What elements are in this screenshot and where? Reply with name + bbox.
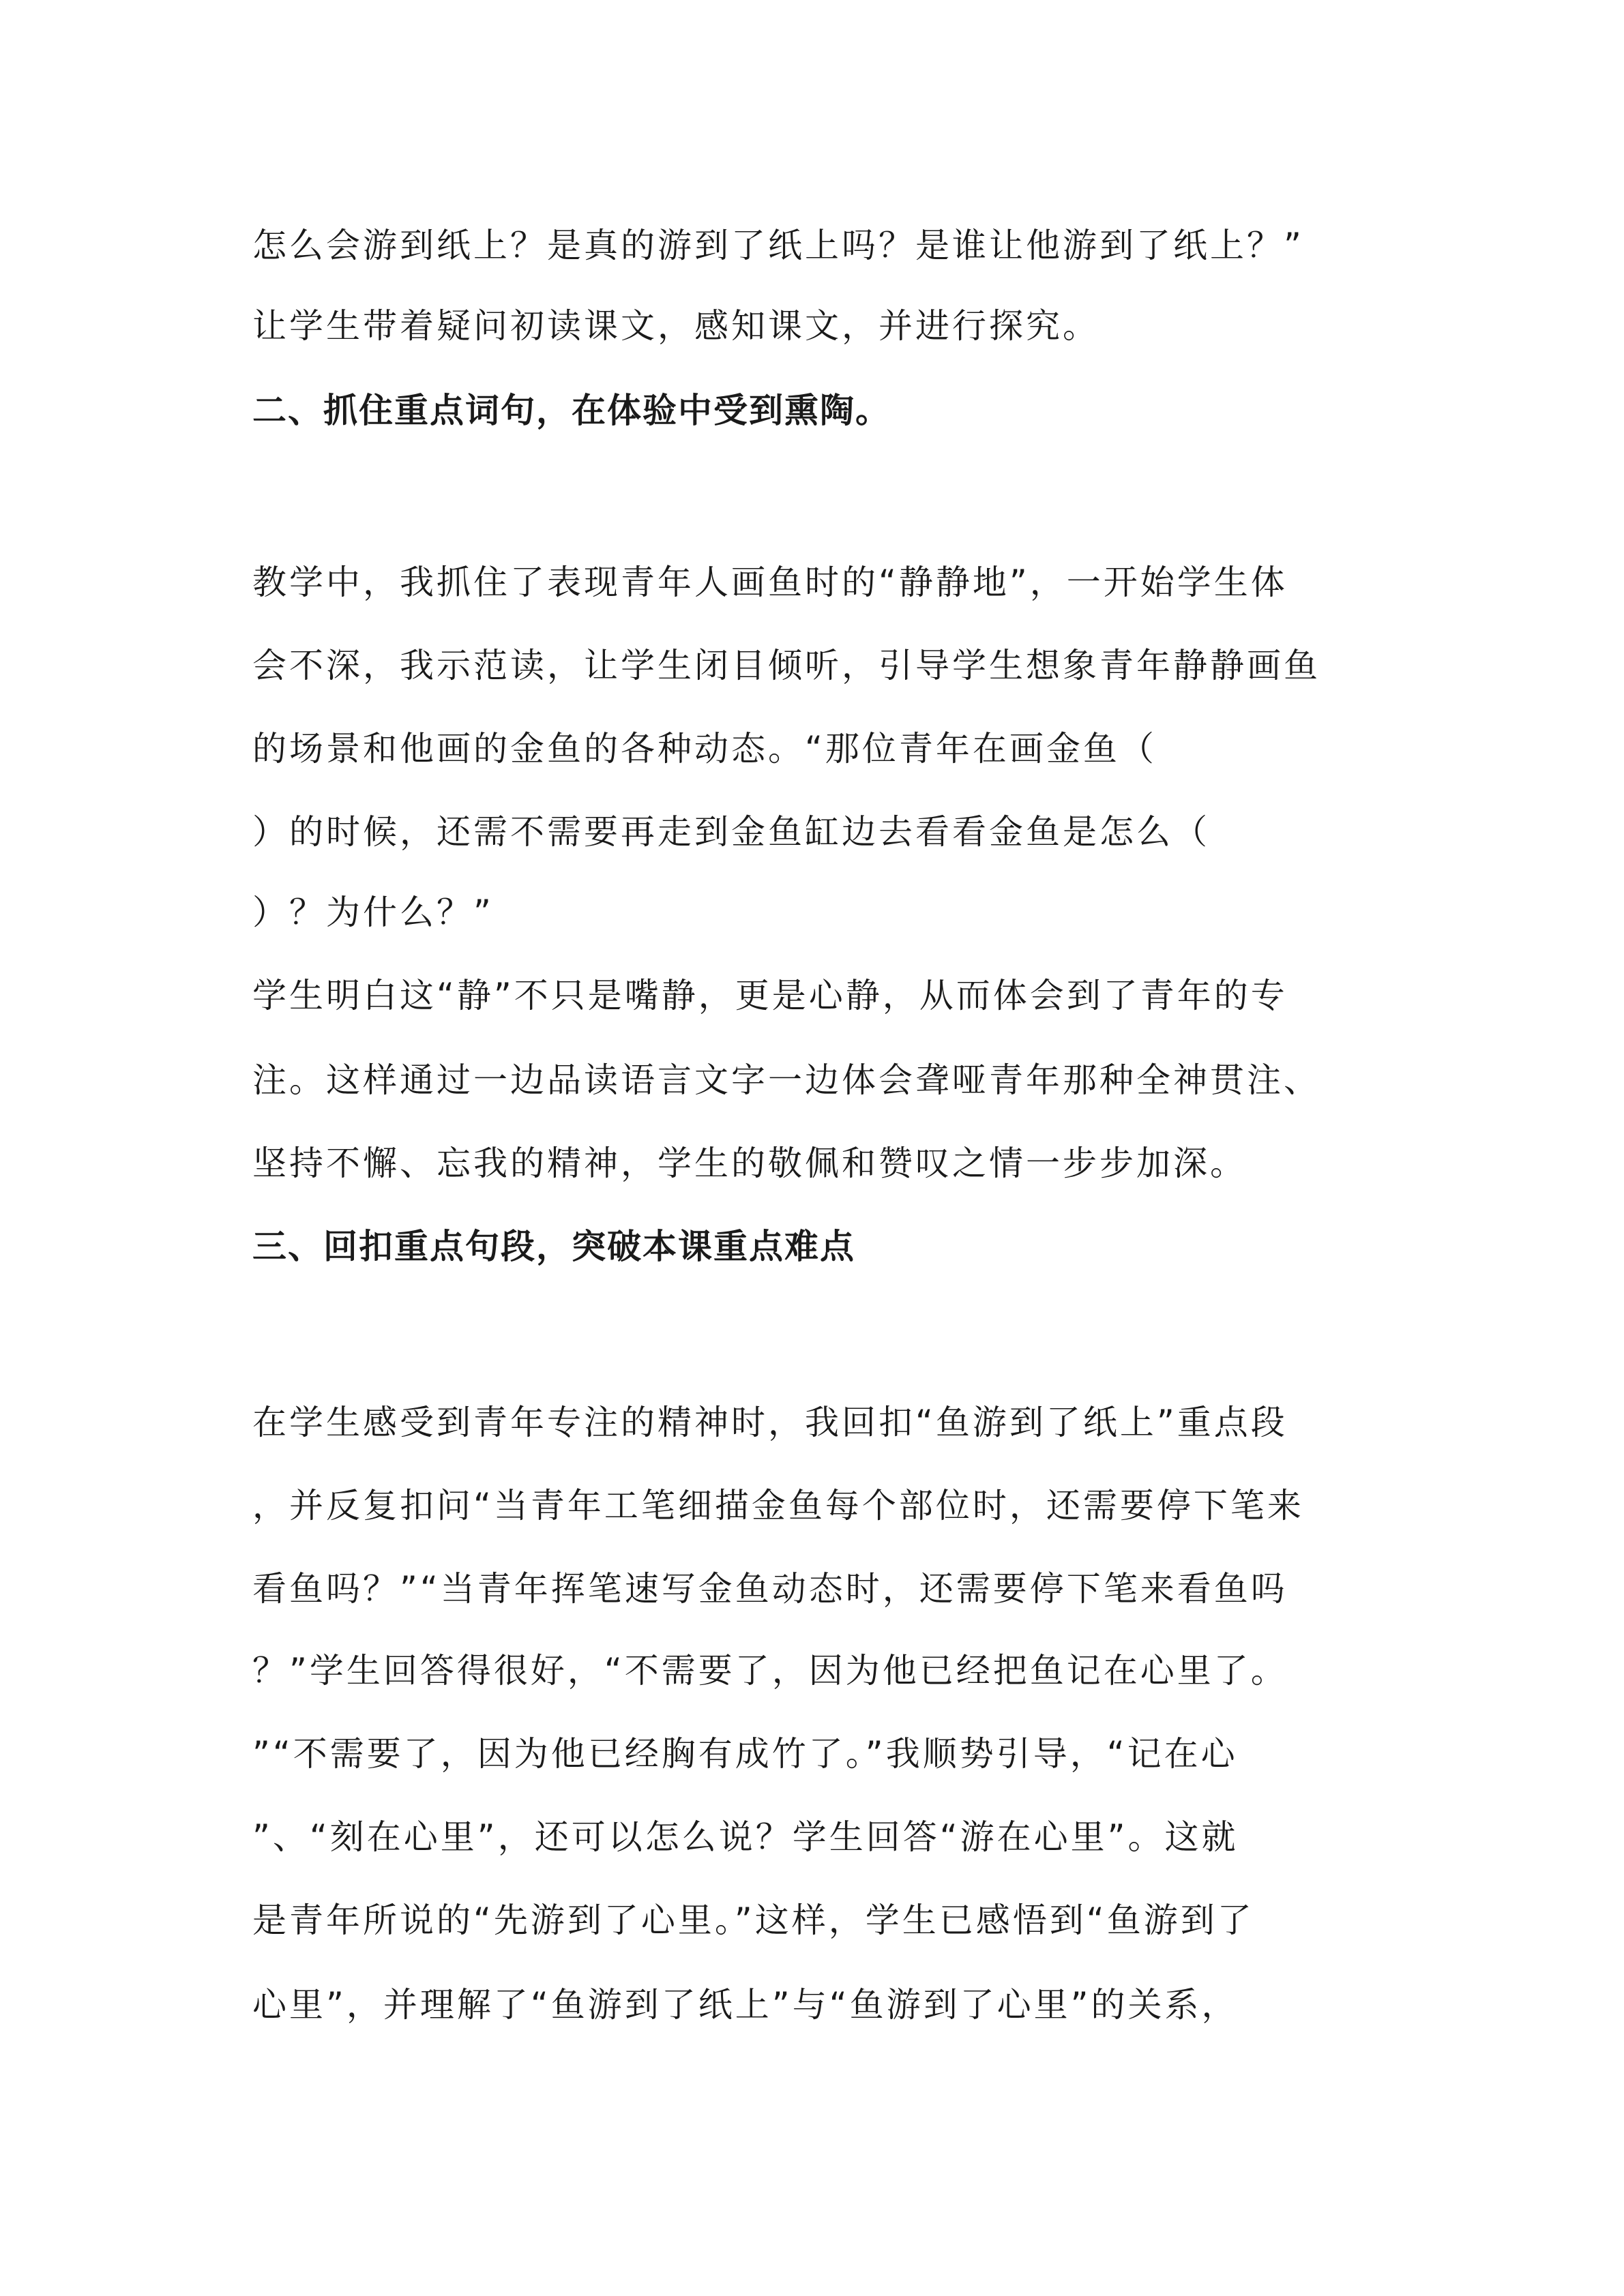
paragraph-line: ”、“刻在心里”，还可以怎么说？学生回答“游在心里”。这就 (252, 1817, 1239, 1857)
section-heading: 三、回扣重点句段，突破本课重点难点 (252, 1227, 855, 1266)
paragraph-line: ）的时候，还需不需要再走到金鱼缸边去看看金鱼是怎么（ (252, 812, 1210, 852)
paragraph-line: ，并反复扣问“当青年工笔细描金鱼每个部位时，还需要停下笔来 (252, 1486, 1304, 1525)
paragraph-line: 会不深，我示范读，让学生闭目倾听，引导学生想象青年静静画鱼 (252, 646, 1320, 685)
paragraph-line: ”“不需要了，因为他已经胸有成竹了。”我顺势引导，“记在心 (252, 1734, 1238, 1774)
paragraph-line: 是青年所说的“先游到了心里。”这样，学生已感悟到“鱼游到了 (252, 1900, 1254, 1940)
paragraph-line: 看鱼吗？”“当青年挥笔速写金鱼动态时，还需要停下笔来看鱼吗 (252, 1569, 1288, 1609)
paragraph-line: 学生明白这“静”不只是嘴静，更是心静，从而体会到了青年的专 (252, 976, 1288, 1015)
paragraph-line: ）？为什么？” (252, 893, 494, 932)
paragraph-line: 注。这样通过一边品读语言文字一边体会聋哑青年那种全神贯注、 (252, 1060, 1320, 1100)
paragraph-line: 心里”，并理解了“鱼游到了纸上”与“鱼游到了心里”的关系， (252, 1985, 1239, 2025)
paragraph-line: 教学中，我抓住了表现青年人画鱼时的“静静地”，一开始学生体 (252, 563, 1288, 602)
paragraph-line: 坚持不懈、忘我的精神，学生的敬佩和赞叹之情一步步加深。 (252, 1144, 1247, 1183)
paragraph-line: 让学生带着疑问初读课文，感知课文，并进行探究。 (252, 306, 1099, 346)
paragraph-line: 在学生感受到青年专注的精神时，我回扣“鱼游到了纸上”重点段 (252, 1403, 1288, 1442)
paragraph-line: ？”学生回答得很好，“不需要了，因为他已经把鱼记在心里了。 (252, 1651, 1288, 1690)
paragraph-line: 怎么会游到纸上？是真的游到了纸上吗？是谁让他游到了纸上？” (252, 226, 1304, 265)
section-heading: 二、抓住重点词句，在体验中受到熏陶。 (252, 391, 891, 430)
paragraph-line: 的场景和他画的金鱼的各种动态。“那位青年在画金鱼（ (252, 729, 1157, 769)
